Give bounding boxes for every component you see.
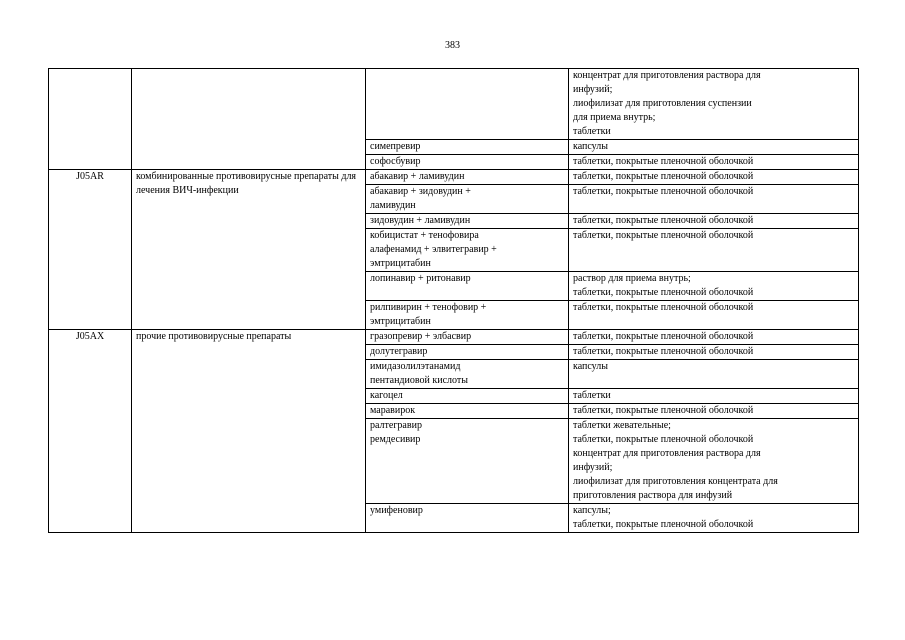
dosage-form-cell <box>569 360 859 389</box>
drug-name-cell <box>366 69 569 140</box>
dosage-form-cell <box>569 229 859 272</box>
dosage-form-line: инфузий; <box>573 462 613 473</box>
dosage-form-line: таблетки, покрытые пленочной оболочкой <box>573 405 754 416</box>
drug-name-line: кагоцел <box>370 390 403 401</box>
drug-name-cell <box>366 404 569 419</box>
drug-name-cell <box>366 419 569 504</box>
drug-name-line: кобицистат + тенофовира <box>370 230 479 241</box>
dosage-form-line: концентрат для приготовления раствора для <box>573 70 761 81</box>
drug-name-line: абакавир + зидовудин + <box>370 186 471 197</box>
atc-code-cell: J05AX <box>49 330 132 533</box>
drug-name-line: зидовудин + ламивудин <box>370 215 471 226</box>
dosage-form-line: таблетки, покрытые пленочной оболочкой <box>573 331 754 342</box>
dosage-form-cell <box>569 345 859 360</box>
drug-name-cell <box>366 389 569 404</box>
dosage-form-line: для приема внутрь; <box>573 112 656 123</box>
atc-code-cell <box>49 69 132 170</box>
drug-name-line: пентандиовой кислоты <box>370 375 468 386</box>
dosage-form-cell <box>569 301 859 330</box>
drug-name-cell <box>366 301 569 330</box>
dosage-form-line: таблетки жевательные; <box>573 420 671 431</box>
drug-name-cell <box>366 229 569 272</box>
dosage-form-line: таблетки <box>573 126 611 137</box>
dosage-form-line: инфузий; <box>573 84 613 95</box>
drug-name-cell <box>366 345 569 360</box>
drug-name-cell <box>366 214 569 229</box>
dosage-form-line: таблетки <box>573 390 611 401</box>
group-name-cell: комбинированные противовирусные препараты для лечения ВИЧ-инфекции <box>132 170 366 330</box>
page-number: 383 <box>445 40 460 51</box>
drug-table <box>48 68 859 533</box>
drug-name-cell <box>366 185 569 214</box>
table-row <box>49 330 859 345</box>
dosage-form-line: лиофилизат для приготовления концентрата для <box>573 476 778 487</box>
drug-name-line: имидазолилэтанамид <box>370 361 461 372</box>
drug-name-cell <box>366 170 569 185</box>
drug-name-line: маравирок <box>370 405 416 416</box>
drug-name-line: ремдесивир <box>370 434 421 445</box>
drug-name-cell <box>366 504 569 533</box>
drug-name-cell <box>366 140 569 155</box>
dosage-form-line: таблетки, покрытые пленочной оболочкой <box>573 434 754 445</box>
drug-name-line: софосбувир <box>370 156 421 167</box>
table-row <box>49 69 859 140</box>
drug-name-line: рилпивирин + тенофовир + <box>370 302 487 313</box>
dosage-form-line: таблетки, покрытые пленочной оболочкой <box>573 171 754 182</box>
dosage-form-line: концентрат для приготовления раствора для <box>573 448 761 459</box>
dosage-form-cell <box>569 330 859 345</box>
dosage-form-line: приготовления раствора для инфузий <box>573 490 733 501</box>
drug-name-line: абакавир + ламивудин <box>370 171 465 182</box>
dosage-form-cell <box>569 140 859 155</box>
drug-table-body <box>49 69 859 533</box>
dosage-form-cell <box>569 404 859 419</box>
drug-name-line: эмтрицитабин <box>370 316 431 327</box>
drug-name-line: эмтрицитабин <box>370 258 431 269</box>
drug-name-cell <box>366 330 569 345</box>
drug-name-line: умифеновир <box>370 505 423 516</box>
dosage-form-cell <box>569 504 859 533</box>
dosage-form-cell <box>569 214 859 229</box>
dosage-form-cell <box>569 272 859 301</box>
drug-name-line: гразопревир + элбасвир <box>370 331 472 342</box>
dosage-form-line: раствор для приема внутрь; <box>573 273 691 284</box>
drug-name-cell <box>366 155 569 170</box>
dosage-form-line: таблетки, покрытые пленочной оболочкой <box>573 215 754 226</box>
drug-name-line: алафенамид + элвитегравир + <box>370 244 497 255</box>
dosage-form-line: таблетки, покрытые пленочной оболочкой <box>573 287 754 298</box>
atc-code-cell: J05AR <box>49 170 132 330</box>
group-name-cell: прочие противовирусные препараты <box>132 330 366 533</box>
drug-name-line: лопинавир + ритонавир <box>370 273 471 284</box>
drug-name-line: ламивудин <box>370 200 416 211</box>
dosage-form-cell <box>569 170 859 185</box>
drug-name-cell <box>366 360 569 389</box>
table-row <box>49 170 859 185</box>
dosage-form-cell <box>569 155 859 170</box>
dosage-form-line: таблетки, покрытые пленочной оболочкой <box>573 346 754 357</box>
dosage-form-line: капсулы <box>573 361 608 372</box>
dosage-form-line: таблетки, покрытые пленочной оболочкой <box>573 302 754 313</box>
dosage-form-cell <box>569 69 859 140</box>
drug-name-line: симепревир <box>370 141 421 152</box>
drug-name-line: долутегравир <box>370 346 428 357</box>
group-name-cell <box>132 69 366 170</box>
dosage-form-line: капсулы <box>573 141 608 152</box>
dosage-form-line: капсулы; <box>573 505 611 516</box>
dosage-form-cell <box>569 419 859 504</box>
dosage-form-line: таблетки, покрытые пленочной оболочкой <box>573 156 754 167</box>
dosage-form-line: лиофилизат для приготовления суспензии <box>573 98 752 109</box>
dosage-form-cell <box>569 389 859 404</box>
dosage-form-line: таблетки, покрытые пленочной оболочкой <box>573 230 754 241</box>
dosage-form-line: таблетки, покрытые пленочной оболочкой <box>573 519 754 530</box>
drug-name-cell <box>366 272 569 301</box>
dosage-form-cell <box>569 185 859 214</box>
dosage-form-line: таблетки, покрытые пленочной оболочкой <box>573 186 754 197</box>
drug-name-line: ралтегравир <box>370 420 422 431</box>
